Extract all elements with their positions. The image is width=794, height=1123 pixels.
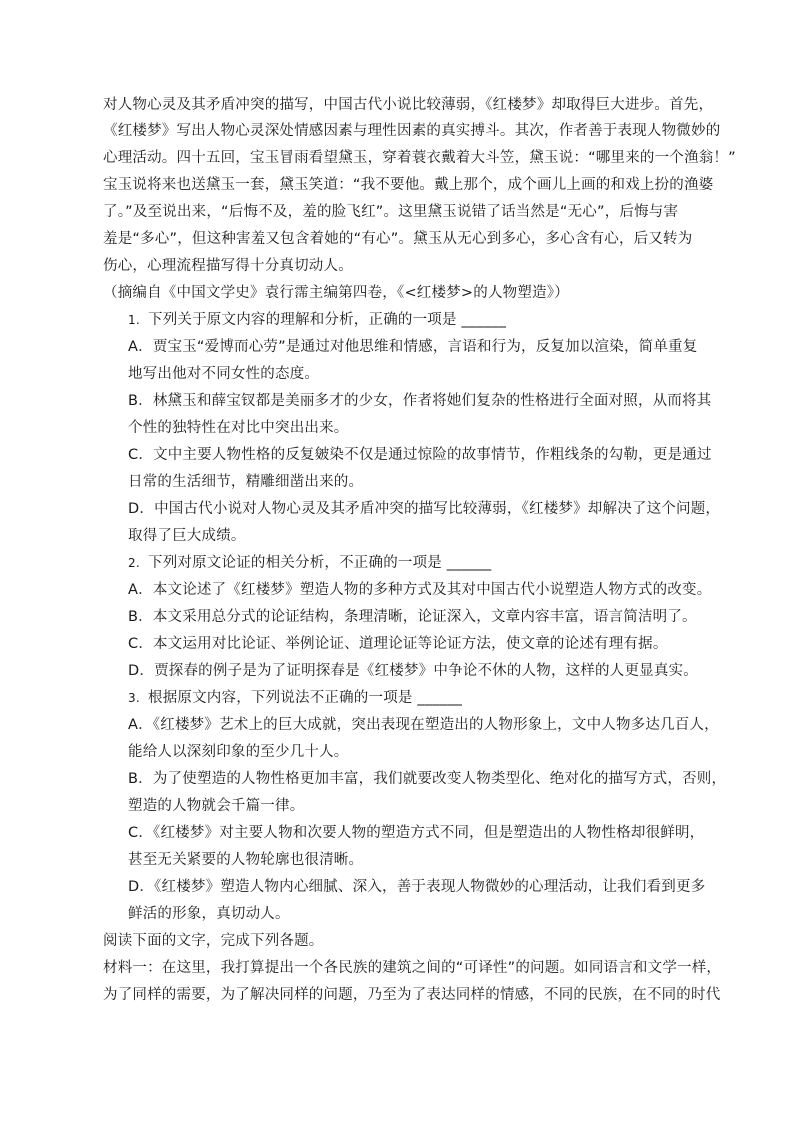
question-2-number: 2. (128, 556, 140, 570)
question-3-stem: 根据原文内容，下列说法不正确的一项是 ______ (148, 690, 463, 706)
passage-line: 宝玉说将来也送黛玉一套，黛玉笑道：“我不要他。戴上那个，成个画儿上画的和戏上扮的渔婆 (103, 177, 714, 193)
question-2-option-a: A．本文论述了《红楼梦》塑造人物的多种方式及其对中国古代小说塑造人物方式的改变。 (128, 582, 712, 598)
question-1-option-c-cont: 日常的生活细节，精雕细凿出来的。 (128, 474, 364, 490)
passage-line: 伤心，心理流程描写得十分真切动人。 (103, 258, 353, 274)
question-3-option-d-cont: 鲜活的形象，真切动人。 (128, 906, 290, 922)
question-3-option-c-cont: 甚至无关紧要的人物轮廓也很清晰。 (128, 852, 364, 868)
question-3-option-b: B．为了使塑造的人物性格更加丰富，我们就要改变人物类型化、绝对化的描写方式，否则， (128, 771, 727, 787)
question-1-option-b-cont: 个性的独特性在对比中突出出来。 (128, 420, 349, 436)
question-1-number: 1. (128, 313, 140, 327)
question-2-option-c: C．本文运用对比论证、举例论证、道理论证等论证方法，使文章的论述有理有据。 (128, 636, 668, 652)
question-3-option-a: A．《红楼梦》艺术上的巨大成就，突出表现在塑造出的人物形象上，文中人物多达几百人， (128, 717, 719, 733)
question-2-stem-line (128, 553, 492, 573)
question-1-option-b: B．林黛玉和薛宝钗都是美丽多才的少女，作者将她们复杂的性格进行全面对照，从而将其 (128, 393, 712, 409)
question-3-option-c: C．《红楼梦》对主要人物和次要人物的塑造方式不同，但是塑造出的人物性格却很鲜明， (128, 825, 705, 841)
passage-source: （摘编自《中国文学史》袁行霈主编第四卷，《<红楼梦>的人物塑造》） (103, 285, 569, 301)
question-1-stem-line (128, 310, 506, 330)
question-2-option-d: D．贾探春的例子是为了证明探春是《红楼梦》中争论不休的人物，这样的人更显真实。 (128, 663, 698, 679)
passage-line: 羞是“多心”，但这种害羞又包含着她的“有心”。黛玉从无心到多心，多心含有心，后又转为 (103, 231, 693, 247)
question-2-option-b: B．本文采用总分式的论证结构，条理清晰，论证深入，文章内容丰富，语言简洁明了。 (128, 609, 697, 625)
question-1-option-a: A．贾宝玉“爱博而心劳”是通过对他思维和情感，言语和行为，反复加以渲染，简单重复 (128, 339, 698, 355)
material-line: 材料一：在这里，我打算提出一个各民族的建筑之间的“可译性”的问题。如同语言和文学一样， (103, 960, 722, 976)
question-1-option-a-cont: 地写出他对不同女性的态度。 (128, 366, 320, 382)
reading-instruction: 阅读下面的文字，完成下列各题。 (103, 933, 324, 949)
material-line: 为了同样的需要，为了解决同样的问题，乃至为了表达同样的情感，不同的民族，在不同的时代 (103, 987, 721, 1003)
question-1-option-d: D．中国古代小说对人物心灵及其矛盾冲突的描写比较薄弱，《红楼梦》却解决了这个问题， (128, 501, 721, 517)
passage-line: 对人物心灵及其矛盾冲突的描写，中国古代小说比较薄弱，《红楼梦》却取得巨大进步。首先， (103, 97, 714, 113)
question-1-option-d-cont: 取得了巨大成绩。 (128, 528, 246, 544)
question-1-stem: 下列关于原文内容的理解和分析，正确的一项是 ______ (148, 312, 507, 328)
passage-line: 心理活动。四十五回，宝玉冒雨看望黛玉，穿着蓑衣戴着大斗笠，黛玉说：“哪里来的一个渔翁！” (103, 150, 736, 166)
passage-line: 了。”及至说出来，“后悔不及，羞的脸飞红”。这里黛玉说错了话当然是“无心”，后悔与害 (103, 204, 679, 220)
question-1-option-c: C．文中主要人物性格的反复皴染不仅是通过惊险的故事情节，作粗线条的勾勒，更是通过 (128, 447, 712, 463)
question-3-stem-line (128, 688, 462, 708)
question-3-number: 3. (128, 691, 140, 705)
question-3-option-d: D．《红楼梦》塑造人物内心细腻、深入，善于表现人物微妙的心理活动，让我们看到更多 (128, 879, 706, 895)
question-2-stem: 下列对原文论证的相关分析，不正确的一项是 ______ (148, 555, 492, 571)
question-3-option-b-cont: 塑造的人物就会千篇一律。 (128, 798, 305, 814)
passage-line: 《红楼梦》写出人物心灵深处情感因素与理性因素的真实搏斗。其次，作者善于表现人物微妙的 (103, 123, 721, 139)
question-3-option-a-cont: 能给人以深刻印象的至少几十人。 (128, 744, 349, 760)
